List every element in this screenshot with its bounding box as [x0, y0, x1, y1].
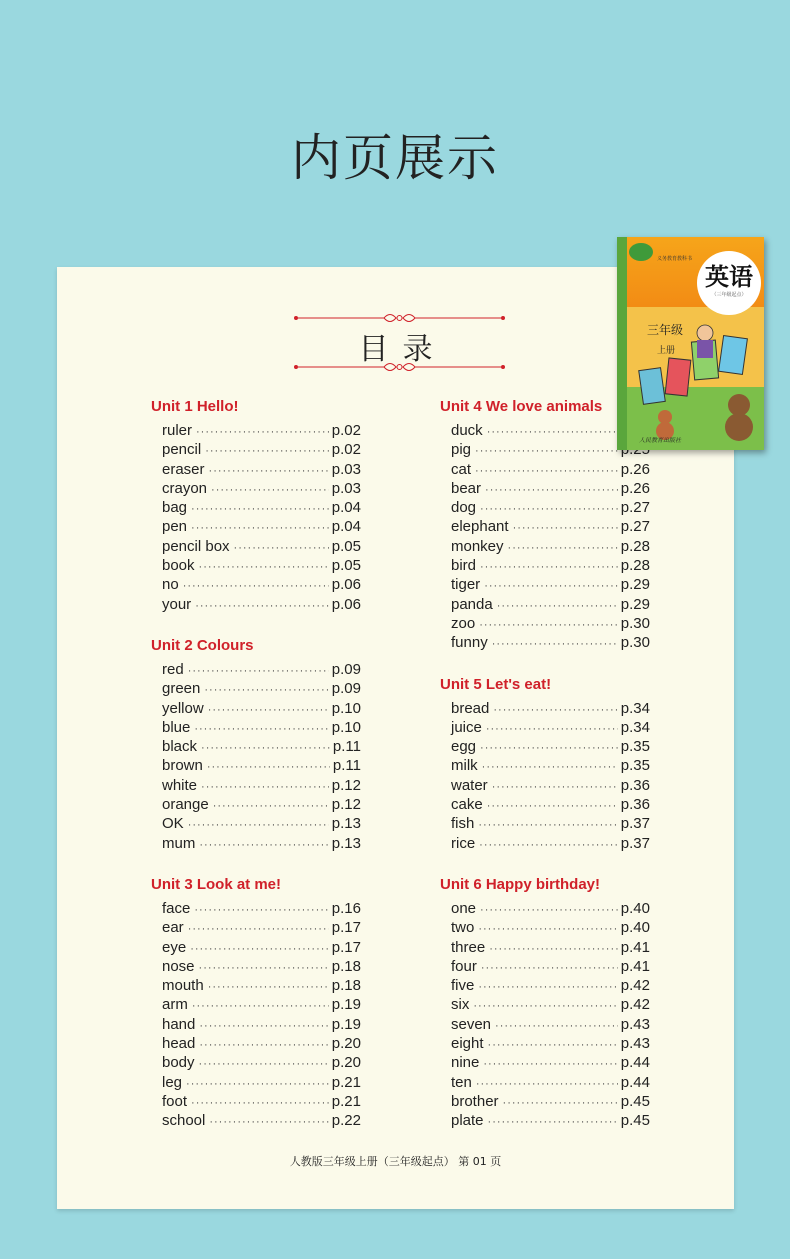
entry-word: crayon: [162, 479, 208, 497]
entry-page-number: p.29: [620, 595, 650, 613]
entry-word: brown: [162, 757, 203, 775]
toc-entry: [151, 1073, 361, 1092]
dot-leader: [478, 920, 617, 939]
toc-entry: [151, 938, 361, 957]
entry-page-number: p.11: [332, 757, 361, 775]
toc-entry: [440, 756, 650, 775]
entry-page-number: p.36: [620, 796, 650, 814]
dot-leader: [482, 758, 618, 777]
toc-unit: [151, 397, 361, 614]
toc-entry: [151, 957, 361, 976]
entry-page-number: p.12: [331, 776, 361, 794]
toc-entry: [440, 918, 650, 937]
entry-word: milk: [451, 757, 478, 775]
toc-entry: [440, 1111, 650, 1130]
entry-word: panda: [451, 595, 493, 613]
entry-word: funny: [451, 634, 488, 652]
toc-entry: [151, 776, 361, 795]
dot-leader: [475, 442, 618, 461]
dot-leader: [489, 940, 618, 959]
cover-subtitle: （三年级起点）: [711, 292, 747, 298]
page-footer: 人教版三年级上册（三年级起点） 第 01 页: [289, 1155, 502, 1168]
dot-leader: [485, 481, 618, 500]
toc-entry: [151, 814, 361, 833]
ornament-divider-bottom: [292, 359, 507, 375]
entry-word: water: [451, 776, 488, 794]
unit-title: Unit 2 Colours: [151, 636, 254, 654]
dot-leader: [497, 597, 618, 616]
entry-word: dog: [451, 499, 477, 517]
entry-page-number: p.44: [620, 1054, 650, 1072]
dot-leader: [503, 1094, 618, 1113]
toc-entry: [440, 537, 650, 556]
entry-page-number: p.22: [331, 1112, 361, 1130]
toc-column-right: [440, 397, 650, 1153]
dot-leader: [191, 500, 329, 519]
dot-leader: [508, 539, 618, 558]
entry-word: white: [162, 776, 198, 794]
entry-page-number: p.21: [331, 1073, 361, 1091]
toc-entry: [440, 795, 650, 814]
dot-leader: [480, 901, 618, 920]
entry-page-number: p.35: [620, 738, 650, 756]
entry-word: cat: [451, 460, 472, 478]
entry-word: pencil: [162, 441, 202, 459]
toc-entry: [151, 575, 361, 594]
toc-entry: [440, 498, 650, 517]
entry-page-number: p.26: [620, 479, 650, 497]
entry-word: nose: [162, 957, 195, 975]
dot-leader: [487, 423, 618, 442]
cover-term: 上册: [657, 346, 676, 356]
toc-entry: [440, 957, 650, 976]
dot-leader: [188, 816, 329, 835]
dot-leader: [199, 1055, 329, 1074]
toc-entry: [151, 699, 361, 718]
page-heading: 内页展示: [291, 129, 499, 187]
publisher-badge-icon: [629, 243, 653, 261]
dot-leader: [493, 701, 617, 720]
toc-entry: [440, 633, 650, 652]
entry-page-number: p.19: [331, 1015, 361, 1033]
entry-page-number: p.17: [331, 938, 361, 956]
dot-leader: [486, 720, 618, 739]
dot-leader: [480, 739, 618, 758]
toc-entry: [440, 1092, 650, 1111]
entry-page-number: p.30: [620, 614, 650, 632]
entry-word: green: [162, 680, 201, 698]
toc-entry: [151, 1015, 361, 1034]
dot-leader: [481, 959, 618, 978]
entry-word: cake: [451, 796, 483, 814]
toc-unit: [151, 875, 361, 1131]
toc-entry: [440, 479, 650, 498]
dot-leader: [186, 1075, 329, 1094]
dot-leader: [495, 1017, 618, 1036]
entry-page-number: p.04: [331, 499, 361, 517]
dot-leader: [188, 920, 329, 939]
unit-title: Unit 4 We love animals: [440, 398, 603, 415]
toc-entry: [440, 517, 650, 536]
entry-page-number: p.13: [331, 834, 361, 852]
dot-leader: [484, 577, 618, 596]
toc-unit: [440, 675, 650, 853]
entry-page-number: p.40: [620, 899, 650, 917]
toc-entry: [151, 479, 361, 498]
entry-word: four: [451, 957, 477, 975]
toc-entry: [151, 1092, 361, 1111]
dot-leader: [487, 797, 618, 816]
entry-page-number: p.45: [620, 1112, 650, 1130]
entry-page-number: p.34: [620, 718, 650, 736]
entry-word: your: [162, 595, 192, 613]
entry-word: one: [451, 899, 477, 917]
entry-word: foot: [162, 1092, 188, 1110]
entry-page-number: p.45: [620, 1092, 650, 1110]
entry-page-number: p.18: [331, 977, 361, 995]
entry-word: brother: [451, 1092, 499, 1110]
dot-leader: [194, 901, 328, 920]
cover-spine: [617, 237, 627, 450]
entry-page-number: p.37: [620, 815, 650, 833]
entry-word: pencil box: [162, 537, 230, 555]
dot-leader: [183, 577, 329, 596]
dot-leader: [208, 701, 329, 720]
toc-entry: [151, 795, 361, 814]
toc-entry: [151, 421, 361, 440]
dot-leader: [483, 1055, 617, 1074]
toc-entry: [151, 737, 361, 756]
entry-page-number: p.27: [620, 499, 650, 517]
toc-entry: [151, 556, 361, 575]
entry-word: mum: [162, 834, 196, 852]
entry-page-number: p.35: [620, 757, 650, 775]
entry-page-number: p.13: [331, 815, 361, 833]
toc-entry: [440, 776, 650, 795]
entry-page-number: p.09: [331, 680, 361, 698]
entry-page-number: p.41: [620, 938, 650, 956]
cover-series: 义务教育教科书: [657, 256, 693, 262]
toc-entry: [440, 1053, 650, 1072]
dot-leader: [199, 1036, 328, 1055]
dot-leader: [195, 597, 329, 616]
dot-leader: [478, 816, 617, 835]
toc-column-left: [151, 397, 361, 1153]
entry-word: six: [451, 996, 470, 1014]
dot-leader: [204, 681, 328, 700]
entry-page-number: p.12: [331, 796, 361, 814]
entry-page-number: p.40: [620, 919, 650, 937]
entry-word: monkey: [451, 537, 504, 555]
toc-entry: [151, 440, 361, 459]
entry-page-number: p.09: [331, 660, 361, 678]
entry-word: school: [162, 1112, 206, 1130]
toc-entry: [151, 834, 361, 853]
dot-leader: [209, 462, 329, 481]
dot-leader: [234, 539, 329, 558]
entry-word: face: [162, 899, 191, 917]
toc-entry: [151, 1034, 361, 1053]
toc-entry: [151, 595, 361, 614]
entry-word: fish: [451, 815, 475, 833]
dot-leader: [488, 1036, 618, 1055]
toc-entry: [440, 1015, 650, 1034]
entry-word: book: [162, 557, 195, 575]
toc-entry: [440, 614, 650, 633]
entry-word: OK: [162, 815, 184, 833]
entry-word: bear: [451, 479, 482, 497]
entry-page-number: p.28: [620, 537, 650, 555]
entry-word: ear: [162, 919, 184, 937]
toc-entry: [151, 718, 361, 737]
entry-word: three: [451, 938, 486, 956]
entry-word: no: [162, 576, 179, 594]
entry-page-number: p.10: [331, 699, 361, 717]
unit-title: Unit 5 Let's eat!: [440, 675, 552, 693]
entry-word: seven: [451, 1015, 492, 1033]
entry-word: head: [162, 1035, 196, 1053]
entry-page-number: p.43: [620, 1015, 650, 1033]
toc-entry: [151, 995, 361, 1014]
dot-leader: [199, 1017, 328, 1036]
entry-word: zoo: [451, 614, 476, 632]
toc-entry: [440, 699, 650, 718]
entry-word: bird: [451, 557, 477, 575]
entry-word: red: [162, 660, 184, 678]
toc-entry: [440, 814, 650, 833]
dot-leader: [194, 720, 328, 739]
dot-leader: [192, 997, 329, 1016]
dot-leader: [479, 616, 618, 635]
entry-page-number: p.20: [331, 1035, 361, 1053]
toc-entry: [440, 1073, 650, 1092]
toc-unit: [440, 875, 650, 1131]
toc-entry: [440, 899, 650, 918]
toc-title: 目录: [358, 332, 447, 367]
entry-page-number: p.02: [331, 422, 361, 439]
entry-word: body: [162, 1054, 195, 1072]
entry-page-number: p.17: [331, 919, 361, 937]
entry-page-number: p.02: [331, 441, 361, 459]
toc-entry: [440, 1034, 650, 1053]
entry-word: ruler: [162, 422, 193, 439]
toc-entry: [440, 995, 650, 1014]
entry-word: orange: [162, 796, 209, 814]
entry-page-number: p.03: [331, 479, 361, 497]
entry-word: eye: [162, 938, 187, 956]
entry-page-number: p.43: [620, 1035, 650, 1053]
dot-leader: [196, 423, 329, 442]
entry-page-number: p.18: [331, 957, 361, 975]
entry-word: egg: [451, 738, 477, 756]
entry-page-number: p.37: [620, 834, 650, 852]
toc-entry: [151, 537, 361, 556]
dot-leader: [478, 978, 617, 997]
entry-page-number: p.16: [331, 899, 361, 917]
toc-entry: [151, 756, 361, 775]
entry-page-number: p.21: [331, 1092, 361, 1110]
entry-word: hand: [162, 1015, 196, 1033]
entry-word: eraser: [162, 460, 205, 478]
unit-title: Unit 3 Look at me!: [151, 875, 282, 893]
entry-word: two: [451, 919, 475, 937]
toc-entry: [440, 976, 650, 995]
textbook-cover: [617, 237, 764, 450]
dot-leader: [190, 940, 329, 959]
dot-leader: [191, 1094, 329, 1113]
toc-entry: [151, 976, 361, 995]
toc-entry: [440, 556, 650, 575]
dot-leader: [199, 836, 328, 855]
dot-leader: [201, 739, 330, 758]
entry-page-number: p.03: [331, 460, 361, 478]
entry-page-number: p.34: [620, 699, 650, 717]
dot-leader: [199, 558, 329, 577]
entry-page-number: p.30: [620, 634, 650, 652]
dot-leader: [480, 558, 618, 577]
toc-entry: [440, 575, 650, 594]
entry-page-number: p.19: [331, 996, 361, 1014]
entry-page-number: p.11: [332, 738, 361, 756]
toc-entry: [151, 460, 361, 479]
toc-unit: [151, 636, 361, 853]
entry-page-number: p.10: [331, 718, 361, 736]
dot-leader: [213, 797, 329, 816]
entry-page-number: p.05: [331, 537, 361, 555]
dot-leader: [513, 519, 618, 538]
dot-leader: [205, 442, 329, 461]
entry-page-number: p.44: [620, 1073, 650, 1091]
dot-leader: [475, 462, 618, 481]
entry-word: bread: [451, 699, 490, 717]
dot-leader: [488, 1113, 618, 1132]
entry-page-number: p.28: [620, 557, 650, 575]
entry-word: duck: [451, 422, 483, 439]
unit-title: Unit 6 Happy birthday!: [440, 875, 601, 893]
dot-leader: [188, 662, 329, 681]
entry-word: juice: [451, 718, 482, 736]
toc-entry: [151, 660, 361, 679]
entry-word: leg: [162, 1073, 183, 1091]
toc-entry: [151, 679, 361, 698]
toc-entry: [440, 737, 650, 756]
entry-page-number: p.29: [620, 576, 650, 594]
entry-page-number: p.26: [620, 460, 650, 478]
toc-entry: [440, 938, 650, 957]
unit-title: Unit 1 Hello!: [151, 398, 239, 415]
dot-leader: [211, 481, 329, 500]
entry-word: pig: [451, 441, 472, 459]
dot-leader: [209, 1113, 328, 1132]
toc-entry: [151, 1111, 361, 1130]
entry-word: eight: [451, 1035, 484, 1053]
entry-word: pen: [162, 518, 188, 536]
entry-word: black: [162, 738, 198, 756]
entry-word: mouth: [162, 977, 204, 995]
entry-word: ten: [451, 1073, 472, 1091]
entry-page-number: p.04: [331, 518, 361, 536]
entry-page-number: p.27: [620, 518, 650, 536]
entry-word: blue: [162, 718, 191, 736]
entry-word: nine: [451, 1054, 480, 1072]
entry-page-number: p.06: [331, 595, 361, 613]
entry-word: elephant: [451, 518, 509, 536]
entry-word: rice: [451, 834, 476, 852]
toc-entry: [151, 1053, 361, 1072]
entry-page-number: p.20: [331, 1054, 361, 1072]
entry-word: bag: [162, 499, 188, 517]
dot-leader: [492, 635, 618, 654]
dot-leader: [207, 758, 330, 777]
entry-word: tiger: [451, 576, 481, 594]
toc-entry: [440, 718, 650, 737]
toc-entry: [440, 595, 650, 614]
cover-grade: 三年级: [647, 323, 684, 337]
cover-title: 英语: [705, 262, 753, 291]
cover-publisher: 人民教育出版社: [639, 437, 682, 444]
entry-word: five: [451, 977, 475, 995]
toc-entry: [440, 460, 650, 479]
toc-entry: [151, 899, 361, 918]
entry-word: arm: [162, 996, 188, 1014]
dot-leader: [479, 836, 618, 855]
entry-word: plate: [451, 1112, 484, 1130]
dot-leader: [208, 978, 329, 997]
entry-page-number: p.42: [620, 996, 650, 1014]
entry-page-number: p.36: [620, 776, 650, 794]
entry-page-number: p.06: [331, 576, 361, 594]
toc-entry: [151, 498, 361, 517]
entry-page-number: p.42: [620, 977, 650, 995]
entry-page-number: p.41: [620, 957, 650, 975]
toc-entry: [440, 834, 650, 853]
dot-leader: [199, 959, 329, 978]
entry-page-number: p.05: [331, 557, 361, 575]
toc-entry: [151, 918, 361, 937]
toc-entry: [151, 517, 361, 536]
dot-leader: [201, 778, 329, 797]
entry-word: yellow: [162, 699, 204, 717]
dot-leader: [492, 778, 618, 797]
